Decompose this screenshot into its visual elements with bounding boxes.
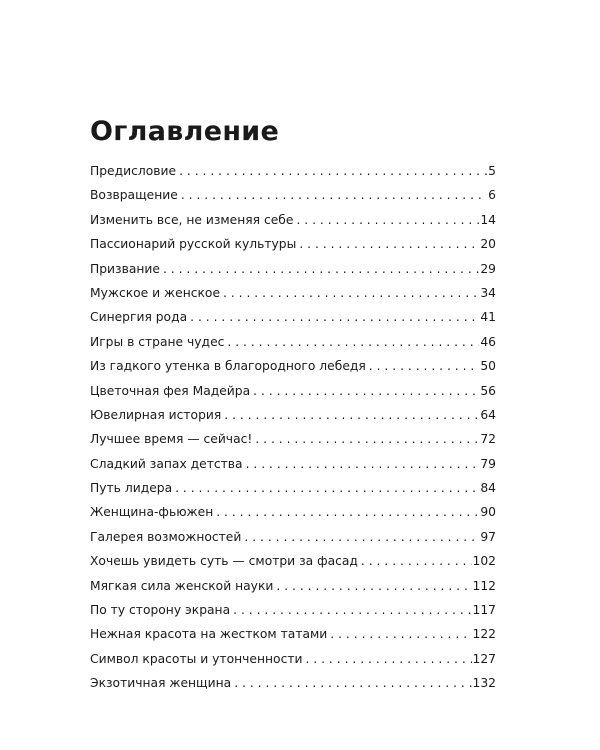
dot-leader (276, 574, 471, 598)
toc-entry[interactable] (90, 305, 496, 329)
toc-entry[interactable] (90, 647, 496, 671)
toc-page-number: 64 (480, 407, 496, 422)
toc-entry-title: Изменить все, не изменяя себе (90, 212, 294, 227)
toc-entry-title: Пассионарий русской культуры (90, 237, 297, 252)
toc-entry-title: Сладкий запах детства (90, 456, 243, 471)
toc-page-number: 112 (472, 578, 496, 593)
dot-leader (224, 403, 479, 427)
dot-leader (299, 232, 479, 256)
dot-leader (179, 159, 487, 183)
toc-entry[interactable] (90, 622, 496, 646)
dot-leader (163, 257, 479, 281)
dot-leader (216, 500, 479, 524)
toc-entry[interactable] (90, 525, 496, 549)
dot-leader (296, 208, 479, 232)
toc-page-number: 127 (472, 651, 496, 666)
toc-entry[interactable] (90, 257, 496, 281)
toc-page-number: 72 (480, 432, 496, 447)
toc-entry[interactable] (90, 452, 496, 476)
dot-leader (223, 281, 479, 305)
toc-entry[interactable] (90, 281, 496, 305)
toc-entry[interactable] (90, 354, 496, 378)
toc-page-number: 6 (488, 188, 496, 203)
toc-entry-title: Из гадкого утенка в благородного лебедя (90, 359, 366, 374)
page-title: Оглавление (90, 116, 280, 147)
toc-page-number: 90 (480, 505, 496, 520)
toc-entry-title: Галерея возможностей (90, 529, 242, 544)
toc-entry-title: Путь лидера (90, 481, 173, 496)
toc-entry[interactable] (90, 598, 496, 622)
toc-page-number: 97 (480, 529, 496, 544)
toc-entry-title: Возвращение (90, 188, 178, 203)
dot-leader (227, 330, 479, 354)
dot-leader (246, 452, 480, 476)
toc-entry[interactable] (90, 208, 496, 232)
dot-leader (234, 671, 471, 695)
toc-entry[interactable] (90, 427, 496, 451)
toc-entry[interactable] (90, 671, 496, 695)
dot-leader (181, 183, 487, 207)
toc-entry-title: Цветочная фея Мадейра (90, 383, 251, 398)
dot-leader (175, 476, 479, 500)
dot-leader (190, 305, 479, 329)
dot-leader (330, 622, 471, 646)
dot-leader (244, 525, 479, 549)
dot-leader (253, 379, 479, 403)
table-of-contents (90, 159, 496, 696)
dot-leader (361, 549, 472, 573)
toc-page-number: 122 (472, 627, 496, 642)
toc-entry-title: Лучшее время — сейчас! (90, 432, 253, 447)
toc-entry-title: Экзотичная женщина (90, 676, 232, 691)
toc-page-number: 5 (488, 164, 496, 178)
toc-entry-title: Синергия рода (90, 310, 188, 325)
toc-page-number: 56 (480, 383, 496, 398)
toc-entry-title: Символ красоты и утонченности (90, 651, 303, 666)
toc-page-number: 14 (480, 212, 496, 227)
toc-entry[interactable] (90, 403, 496, 427)
dot-leader (255, 427, 479, 451)
dot-leader (369, 354, 480, 378)
toc-page-number: 102 (472, 554, 496, 569)
toc-entry-title: Нежная красота на жестком татами (90, 627, 328, 642)
toc-entry[interactable] (90, 379, 496, 403)
toc-entry[interactable] (90, 159, 496, 183)
toc-page-number: 34 (480, 285, 496, 300)
toc-entry-title: Призвание (90, 261, 160, 276)
toc-page-number: 20 (480, 237, 496, 252)
toc-entry[interactable] (90, 549, 496, 573)
toc-page-number: 132 (472, 676, 496, 691)
toc-entry[interactable] (90, 500, 496, 524)
toc-page-number: 84 (480, 481, 496, 496)
toc-entry-title: Мужское и женское (90, 285, 221, 300)
toc-entry-title: Хочешь увидеть суть — смотри за фасад (90, 554, 358, 569)
dot-leader (305, 647, 471, 671)
toc-entry[interactable] (90, 232, 496, 256)
toc-entry-title: Мягкая сила женской науки (90, 578, 274, 593)
toc-entry-title: Игры в стране чудес (90, 334, 225, 349)
toc-entry[interactable] (90, 183, 496, 207)
toc-page-number: 117 (472, 603, 496, 618)
toc-page-number: 41 (480, 310, 496, 325)
toc-entry[interactable] (90, 476, 496, 500)
toc-entry-title: Ювелирная история (90, 407, 222, 422)
toc-entry-title: Женщина-фьюжен (90, 505, 214, 520)
toc-page-number: 46 (480, 334, 496, 349)
toc-entry[interactable] (90, 330, 496, 354)
toc-entry-title: Предисловие (90, 164, 177, 178)
toc-entry-title: По ту сторону экрана (90, 603, 231, 618)
toc-page-number: 29 (480, 261, 496, 276)
dot-leader (233, 598, 471, 622)
toc-entry[interactable] (90, 574, 496, 598)
toc-page-number: 50 (480, 359, 496, 374)
toc-page-number: 79 (480, 456, 496, 471)
